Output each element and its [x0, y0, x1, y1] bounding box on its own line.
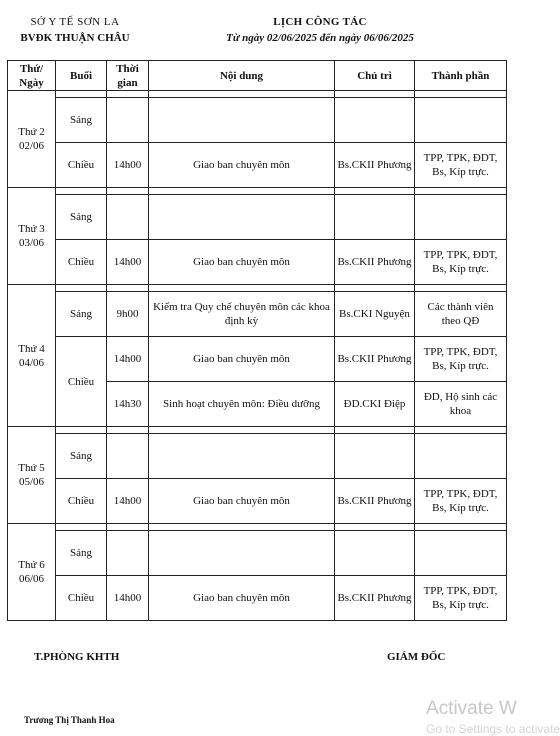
table-row [8, 143, 507, 188]
members-cell: TPP, TPK, ĐDT, Bs, Kíp trực. [415, 479, 507, 524]
table-row [8, 576, 507, 621]
org-header [0, 14, 150, 46]
org-name: SỞ Y TẾ SƠN LA [30, 16, 120, 28]
time-cell [107, 531, 149, 576]
col-content: Nội dung [149, 61, 335, 91]
day-name: Thứ 6 [18, 559, 45, 571]
host-cell: Bs.CKII Phương [335, 240, 415, 285]
host-cell: Bs.CKII Phương [335, 143, 415, 188]
host-cell [335, 98, 415, 143]
content-cell [149, 434, 335, 479]
members-cell: TPP, TPK, ĐDT, Bs, Kíp trực. [415, 143, 507, 188]
members-cell [415, 195, 507, 240]
table-row [8, 427, 507, 434]
members-cell [415, 531, 507, 576]
session-cell: Sáng [56, 434, 107, 479]
day-date: 02/06 [18, 140, 45, 152]
signer-name: Trương Thị Thanh Hoa [24, 715, 115, 725]
time-cell: 14h00 [107, 143, 149, 188]
day-name: Thứ 4 [18, 342, 45, 355]
session-cell: Sáng [56, 531, 107, 576]
col-session: Buổi [56, 61, 107, 91]
table-row [8, 98, 507, 143]
content-cell: Giao ban chuyên môn [149, 143, 335, 188]
session-cell: Chiều [56, 337, 107, 427]
host-cell: Bs.CKII Phương [335, 576, 415, 621]
content-cell: Sinh hoạt chuyên môn: Điều dưỡng [149, 382, 335, 427]
day-date: 03/06 [18, 237, 45, 249]
table-row [8, 285, 507, 292]
members-cell: Các thành viên theo QĐ [415, 292, 507, 337]
col-members: Thành phần [415, 61, 507, 91]
day-cell [8, 188, 56, 285]
unit-name: BVĐK THUẬN CHÂU [20, 32, 130, 44]
activation-watermark-sub: Go to Settings to activate [426, 722, 560, 736]
session-cell: Sáng [56, 98, 107, 143]
day-date: 05/06 [18, 476, 45, 488]
table-row [8, 188, 507, 195]
content-cell: Giao ban chuyên môn [149, 240, 335, 285]
day-cell [8, 524, 56, 621]
director-signature-title: GIÁM ĐỐC [387, 651, 446, 663]
time-cell [107, 98, 149, 143]
schedule-title: LỊCH CÔNG TÁC [273, 16, 367, 28]
host-cell: Bs.CKI Nguyện [335, 292, 415, 337]
session-cell: Chiều [56, 479, 107, 524]
members-cell [415, 434, 507, 479]
content-cell [149, 531, 335, 576]
table-row [8, 337, 507, 382]
time-cell [107, 195, 149, 240]
schedule-header [205, 14, 435, 46]
table-row [8, 292, 507, 337]
content-cell [149, 195, 335, 240]
host-cell [335, 195, 415, 240]
session-cell: Chiều [56, 576, 107, 621]
day-date: 06/06 [18, 573, 45, 585]
table-row [8, 524, 507, 531]
time-cell: 14h00 [107, 240, 149, 285]
table-row [8, 240, 507, 285]
members-cell: ĐD, Hộ sinh các khoa [415, 382, 507, 427]
table-row [8, 91, 507, 98]
content-cell: Giao ban chuyên môn [149, 576, 335, 621]
members-cell [415, 98, 507, 143]
time-cell: 14h00 [107, 479, 149, 524]
session-cell: Chiều [56, 143, 107, 188]
department-signature-title: T.PHÒNG KHTH [34, 651, 120, 663]
host-cell [335, 434, 415, 479]
table-row [8, 479, 507, 524]
col-day: Thứ/ Ngày [8, 61, 56, 91]
host-cell [335, 531, 415, 576]
host-cell: ĐD.CKI Điệp [335, 382, 415, 427]
session-cell: Sáng [56, 195, 107, 240]
date-range: Từ ngày 02/06/2025 đến ngày 06/06/2025 [226, 32, 414, 44]
day-cell [8, 427, 56, 524]
content-cell: Giao ban chuyên môn [149, 479, 335, 524]
table-row [8, 531, 507, 576]
members-cell: TPP, TPK, ĐDT, Bs, Kíp trực. [415, 240, 507, 285]
day-cell [8, 285, 56, 427]
day-date: 04/06 [18, 356, 45, 369]
day-cell [8, 91, 56, 188]
col-time: Thời gian [107, 61, 149, 91]
time-cell [107, 434, 149, 479]
time-cell: 14h30 [107, 382, 149, 427]
activation-watermark: Activate W [426, 698, 517, 719]
members-cell: TPP, TPK, ĐDT, Bs, Kíp trực. [415, 576, 507, 621]
time-cell: 9h00 [107, 292, 149, 337]
content-cell [149, 98, 335, 143]
content-cell: Giao ban chuyên môn [149, 337, 335, 382]
day-name: Thứ 3 [18, 223, 45, 235]
table-row [8, 434, 507, 479]
session-cell: Sáng [56, 292, 107, 337]
time-cell: 14h00 [107, 337, 149, 382]
time-cell: 14h00 [107, 576, 149, 621]
day-name: Thứ 5 [18, 462, 45, 474]
table-header-row [8, 61, 507, 91]
host-cell: Bs.CKII Phương [335, 479, 415, 524]
day-name: Thứ 2 [18, 126, 45, 138]
host-cell: Bs.CKII Phương [335, 337, 415, 382]
content-cell: Kiểm tra Quy chế chuyên môn các khoa định kỳ [149, 292, 335, 337]
schedule-table [7, 60, 507, 621]
table-row [8, 195, 507, 240]
col-host: Chủ trì [335, 61, 415, 91]
session-cell: Chiều [56, 240, 107, 285]
members-cell: TPP, TPK, ĐDT, Bs, Kíp trực. [415, 337, 507, 382]
